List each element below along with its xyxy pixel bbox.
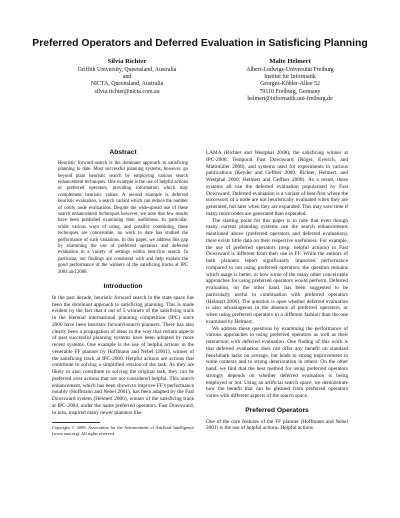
- paper-title: Preferred Operators and Deferred Evaluation in Satisficing Planning: [32, 38, 368, 49]
- footnote-rule: [52, 422, 100, 423]
- author-affiliation-line: NICTA, Queensland, Australia: [90, 81, 164, 88]
- author-block-2: [215, 58, 365, 104]
- abstract-heading: Abstract: [109, 149, 137, 156]
- copyright-notice: Copyright © 2009, Association for the Advancement of Artificial Intelligence (www.aaai.org). All rights reserved.: [52, 425, 194, 436]
- author-affiliation-line: Georges-Köhler-Allee 52: [260, 81, 320, 88]
- author-email: helmert@informatik.uni-freiburg.de: [247, 96, 333, 103]
- body-paragraph: One of the core features of the FF planner (Hoffmann and Nebel 2001) is the use of helpful actions. Helpful actions: [206, 418, 348, 432]
- section-heading-introduction: Introduction: [103, 283, 143, 291]
- right-column: [206, 150, 348, 432]
- body-paragraph: LAMA (Richter and Westphal 2008), the satisficing winner at IPC-2008. Temporal Fast Downward (Röger, Eyerich, and Mattmüller 2008), and systems used for experiments in various publications (Keyder and Geffner 2009; Richter, Helmert, and Westphal 2008; Helmert and Geffner 2008). As a result, these systems all use the deferred evaluation popularised by Fast Downward. Deferred evaluation is a variant of best-first where the successors of a node are not heuristically evaluated when they are generated, but later when they are expanded. This may save time if many more nodes are generated than expanded.: [206, 150, 348, 217]
- author-affiliation-line: Griffith University, Queensland, Australia: [77, 66, 177, 73]
- author-email: silvia.richter@nicta.com.au: [94, 88, 160, 95]
- author-affiliation-line: Albert-Ludwigs-Universität Freiburg: [246, 66, 334, 73]
- abstract-text: Heuristic forward search is the dominant approach to satisficing planning to date. Most successful planning systems, however, go beyond plain heuristic search by employing various search enhancement techniques. One example is the use of helpful actions or preferred operators, providing information which may complement heuristic values. A second example is deferred heuristic evaluation, a search variant which can reduce the number of costly node evaluations. Despite the wide-spread use of these search enhancement techniques however, we note that few results have been published examining their usefulness. In particular, while various ways of using, and possibly combining, these techniques are conceivable, no work to date has studied the performance of such variations. In this paper, we address this gap by examining the use of preferred operators and deferred evaluation in a variety of settings within best-first search. In particular, our findings are consistent with and help explain the good performance of the winners of the satisficing tracks at IPC 2004 and 2008.: [58, 160, 188, 275]
- intro-paragraph: In the past decade, heuristic forward search in the state space has been the dominant approach to satisficing planning. This is made evident by the fact that 4 out of 5 winners of the satisficing track in the biennial international planning competition (IPC) since 2000 have been heuristic forward-search planners. There has also clearly been a propagation of ideas in the way that certain aspects of past successful planning systems have been adopted by more recent systems. One example is the use of helpful actions in the venerable FF planner by Hoffmann and Nebel (2001), winner of the satisficing track at IPC-2000. Helpful actions are actions that contribute to solving a simplified version of the task. As they are likely to also contribute to solving the original task, they can be preferred over actions that are not considered helpful. This search enhancement, which has been shown to improve FF's performance notably (Hoffmann and Nebel 2001), has been adapted by the Fast Downward system (Helmert 2006), winner of the satisficing track at IPC-2004, under the name preferred operators. Fast Downward, in turn, inspired many newer planners like: [52, 294, 194, 416]
- body-paragraph: The starting point for this paper is to note that even though many current planning systems use the search enhancements mentioned above (preferred operators and deferred evaluation), there exists little data on their respective usefulness. For example, the use of preferred operators (resp. helpful actions) in Fast Downward is different from their use in FF. While the authors of both planners report significantly improved performance compared to not using preferred operators, the question remains which usage is better, or how some of the many other conceivable approaches for using preferred operators would perform. Deferred evaluation, on the other hand, has been suggested to be particularly useful in combination with preferred operators (Helmert 2006). The question is open whether deferred evaluation is also advantageous in the absence of preferred operators, or when using preferred operators in a different fashion than the one examined by Helmert.: [206, 217, 348, 325]
- author-affiliation-line: Institut für Informatik: [264, 74, 316, 80]
- body-paragraph: We address these questions by examining the performance of various approaches to using preferred operators as well as their interaction with deferred evaluation. One finding of this work is that deferred evaluation does not offer any benefit on standard benchmark tasks on average, but leads to strong improvement in some contexts and to strong deterioration in others. On the other hand, we find that the best method for using preferred operators strongly depends on whether deferred evaluation is being employed or not. Using an artificial search space, we demonstrate how the benefit that can be gleaned from preferred operators varies with different aspects of the search space.: [206, 325, 348, 399]
- author-name: Malte Helmert: [269, 58, 311, 65]
- author-affiliation-line: and: [122, 74, 132, 80]
- author-affiliation-line: 79110 Freiburg, Germany: [259, 88, 321, 95]
- section-heading-preferred-operators: Preferred Operators: [245, 406, 309, 414]
- author-block-1: [52, 58, 202, 96]
- author-name: Silvia Richter: [107, 58, 147, 65]
- left-column: [52, 150, 194, 436]
